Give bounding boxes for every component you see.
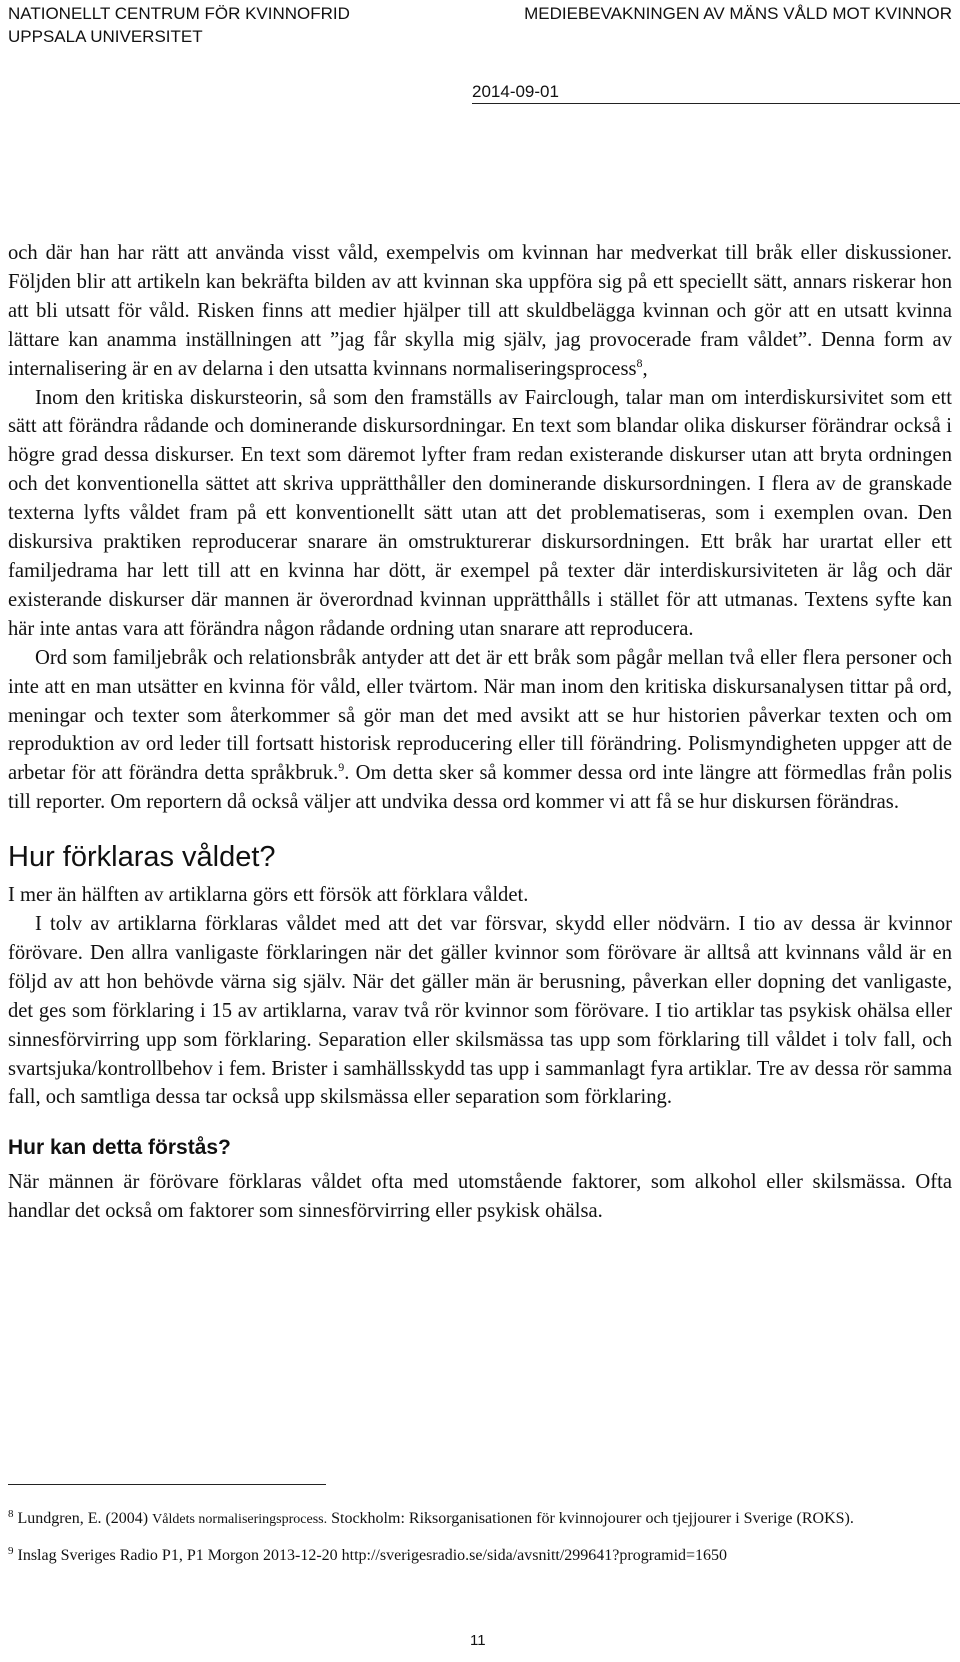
- footnote-ref[interactable]: 9: [338, 760, 345, 775]
- header-date: 2014-09-01: [472, 82, 559, 101]
- paragraph: I mer än hälften av artiklarna görs ett försök att förklara våldet.: [8, 884, 529, 907]
- paragraph: och där han har rätt att använda visst våld, exempelvis om kvinnan har medverkat till bråk eller diskussioner. Följden blir att artikeln kan bekräfta bilden av att kvinnan ska uppföra sig på ett speciellt sätt, annars riskerar hon att bli utsatt för våld. Risken finns att medier hjälper till att skuldbelägga kvinnan och gör att en utsatt kvinna lättare kan anamma inställningen att ”jag får skylla mig själv, jag provocerade fram våldet”. Denna form av internalisering är en av delarna i den utsatta kvinnans normaliseringsprocess$^8$,: [8, 242, 952, 380]
- paragraph: Ord som familjebråk och relationsbråk antyder att det är ett bråk som pågår mellan två eller flera personer och inte att en man utsätter en kvinna för våld, eller tvärtom. När man inom den kritiska diskursanalysen tittar på ord, meningar och texter som återkommer så gör man det med avsikt att se hur historien påverkar texten och om reproduktion av ord leder till fortsatt historisk reproducering eller till förändring. Polismyndigheten uppger att de arbetar för att förändra detta språkbruk.$^9$. Om detta sker så kommer dessa ord inte längre att förmedlas från polis till reporter. Om reportern då också väljer att undvika dessa ord kommer vi att få se hur diskursen förändras.: [8, 646, 953, 814]
- footnote-8: $^8$ Lundgren, E. (2004) Våldets normaliseringsprocess. Stockholm: Riksorganisationen för kvinnojourer och tjejjourer i Sverige (ROKS).: [8, 1508, 854, 1527]
- header-report-title: MEDIEBEVAKNINGEN AV MÄNS VÅLD MOT KVINNOR: [524, 4, 952, 23]
- page-number: 11: [470, 1632, 486, 1649]
- paragraph: Inom den kritiska diskursteorin, så som den framställs av Fairclough, talar man om interdiskursivitet som ett sätt att förändra rådande och dominerande diskursordningar. En text som blandar olika diskurser förändrar också i högre grad dessa diskurser. En text som däremot lyfter fram redan existerande diskurser utan att bryta ordningen och det konventionella sättet att skriva upprätthåller den dominerande diskursordningen. I flera av de granskade texterna lyfts våldet fram på ett konventionellt sätt utan att det problematiseras, som i exemplen ovan. Den diskursiva praktiken reproducerar snarare än omstrukturerar diskursordningen. Ett bråk har urartat eller ett familjedrama har lett till att en kvinna har dött, är exempel på texter där interdiskursiviteten är låg och där existerande diskurser där mannen är överordnad kvinnan upprätthålls i stället för att utmanas. Textens syfte kan här inte antas vara att förändra någon rådande ordning utan snarare att reproducera.: [8, 386, 952, 640]
- paragraph: När männen är förövare förklaras våldet ofta med utomstående faktorer, som alkohol eller skilsmässa. Ofta handlar det också om faktorer som sinnesförvirring eller psykisk ohälsa.: [8, 1171, 952, 1223]
- footnote-separator: [8, 1484, 326, 1485]
- document-body: [8, 239, 952, 1226]
- section-heading: Hur förklaras våldet?: [8, 841, 276, 874]
- header-university: UPPSALA UNIVERSITET: [8, 27, 203, 46]
- footnote-source-link[interactable]: Inslag Sveriges Radio P1, P1 Morgon 2013-12-20 http://sverigesradio.se/sida/avsnitt/299641?programid=1650: [17, 1547, 728, 1564]
- cited-title: Våldets normaliseringsprocess.: [152, 1512, 328, 1527]
- header-institution: [8, 2, 350, 48]
- header-rule: [472, 103, 960, 104]
- page-header: [8, 2, 952, 102]
- header-centre-name: NATIONELLT CENTRUM FÖR KVINNOFRID: [8, 4, 350, 23]
- footnote-9: $^9$ Inslag Sveriges Radio P1, P1 Morgon 2013-12-20 http://sverigesradio.se/sida/avsnitt/299641?programid=1650: [8, 1545, 728, 1564]
- footnote-ref[interactable]: 8: [636, 355, 643, 370]
- footnotes: [8, 1508, 952, 1581]
- paragraph: I tolv av artiklarna förklaras våldet med att det var försvar, skydd eller nödvärn. I tio av dessa är kvinnor förövare. Den allra vanligaste förklaringen när det gäller kvinnor som förövare är alltså att kvinnans våld är en följd av att hon behövde värna sig själv. När det gäller män är berusning, påverkan eller dopning det vanligaste, det ges som förklaring i 15 av artiklarna, varav två rör kvinnor som förövare. I tio artiklar tas psykisk ohälsa eller sinnesförvirring upp som förklaring. Separation eller skilsmässa tas upp som förklaring till våldet i tolv fall, och svartsjuka/kontrollbehov i fem. Brister i samhällsskydd tas upp i sammanlagt fyra artiklar. Tre av dessa rör samma fall, och samtliga dessa tar också upp skilsmässa eller separation som förklaring.: [8, 913, 952, 1109]
- subsection-heading: Hur kan detta förstås?: [8, 1136, 231, 1160]
